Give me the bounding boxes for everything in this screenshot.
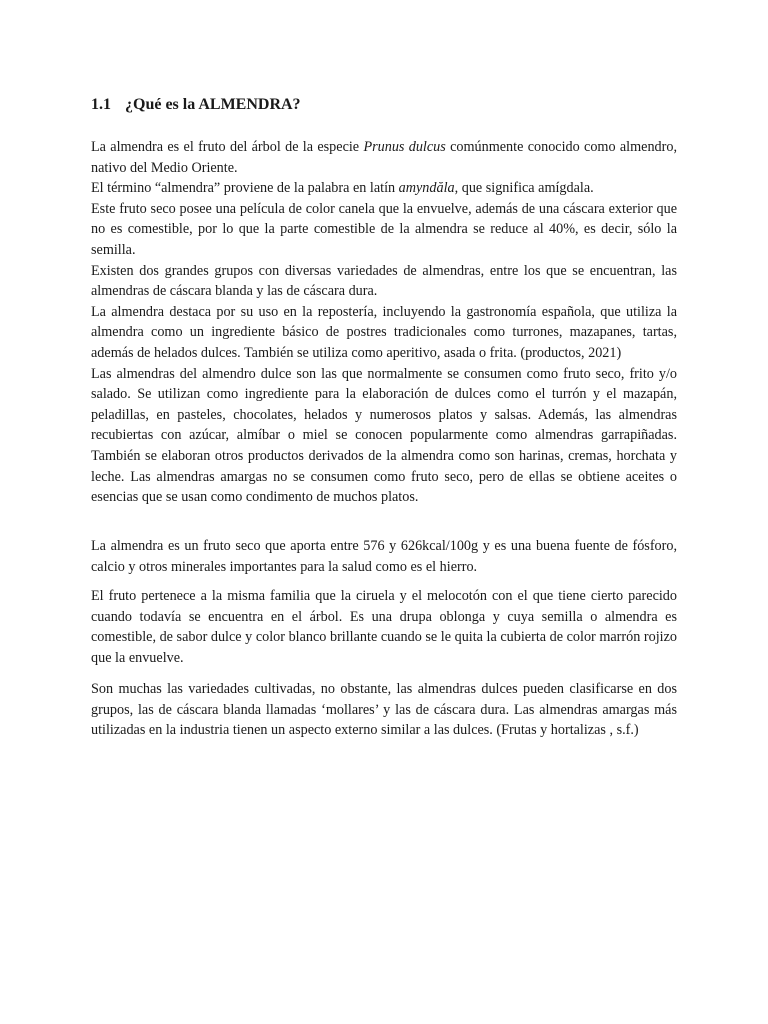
paragraph-4: Existen dos grandes grupos con diversas variedades de almendras, entre los que se encuentran, las almendras de cáscara blanda y las de cáscara dura. <box>91 262 677 300</box>
paragraph-1-text-a: La almendra es el fruto del árbol de la especie <box>91 139 364 155</box>
paragraph-2-text-b: , que significa amígdala. <box>454 180 594 197</box>
paragraph-1-text-b: comúnmente conocido como almendro, nativo del Medio Oriente. <box>91 139 677 176</box>
species-name: Prunus dulcus <box>363 139 446 155</box>
section-title: ¿Qué es la ALMENDRA? <box>125 96 301 113</box>
intro-block <box>91 137 677 508</box>
paragraph-3: Este fruto seco posee una película de color canela que la envuelve, además de una cáscara exterior que no es comestible, por lo que la parte comestible de la almendra se reduce al 40%, es decir, sólo la semilla. <box>91 200 677 258</box>
section-number: 1.1 <box>91 96 111 113</box>
paragraph-9: Son muchas las variedades cultivadas, no obstante, las almendras dulces pueden clasificarse en dos grupos, las de cáscara blanda llamadas ‘mollares’ y las de cáscara dura. Las almendras amargas más utilizadas en la industria tienen un aspecto externo similar a las dulces. (Frutas y hortalizas , s.f.) <box>91 681 677 739</box>
paragraph-2-text-a: El término “almendra” proviene de la palabra en latín <box>91 180 399 197</box>
section-heading <box>91 96 301 114</box>
latin-word: amyndăla <box>398 180 455 197</box>
nutrition-block <box>91 536 677 577</box>
paragraph-1 <box>91 137 677 178</box>
paragraph-7: La almendra es un fruto seco que aporta entre 576 y 626kcal/100g y es una buena fuente de fósforo, calcio y otros minerales importantes para la salud como es el hierro. <box>91 538 677 575</box>
paragraph-2 <box>91 178 677 199</box>
paragraph-8: El fruto pertenece a la misma familia que la ciruela y el melocotón con el que tiene cierto parecido cuando todavía se encuentra en el árbol. Es una drupa oblonga y cuya semilla o almendra es comestible, de sabor dulce y color blanco brillante cuando se le quita la cubierta de color marrón rojizo que la envuelve. <box>91 588 677 666</box>
varieties-block <box>91 679 677 741</box>
paragraph-6: Las almendras del almendro dulce son las que normalmente se consumen como fruto seco, frito y/o salado. Se utilizan como ingrediente para la elaboración de dulces como el turrón y el mazapán, peladillas, en pasteles, chocolates, helados y numerosos platos y salsas. Además, las almendras recubiertas con azúcar, almíbar o miel se conocen popularmente como almendras garrapiñadas. También se elaboran otros productos derivados de la almendra como son harinas, cremas, horchata y leche. Las almendras amargas no se consumen como fruto seco, pero de ellas se obtiene aceites o esencias que se usan como condimento de muchos platos. <box>91 365 677 506</box>
paragraph-5: La almendra destaca por su uso en la repostería, incluyendo la gastronomía española, que utiliza la almendra como un ingrediente básico de postres tradicionales como turrones, mazapanes, tartas, además de helados dulces. También se utiliza como aperitivo, asada o frita. (productos, 2021) <box>91 303 677 361</box>
fruit-description-block <box>91 586 677 668</box>
